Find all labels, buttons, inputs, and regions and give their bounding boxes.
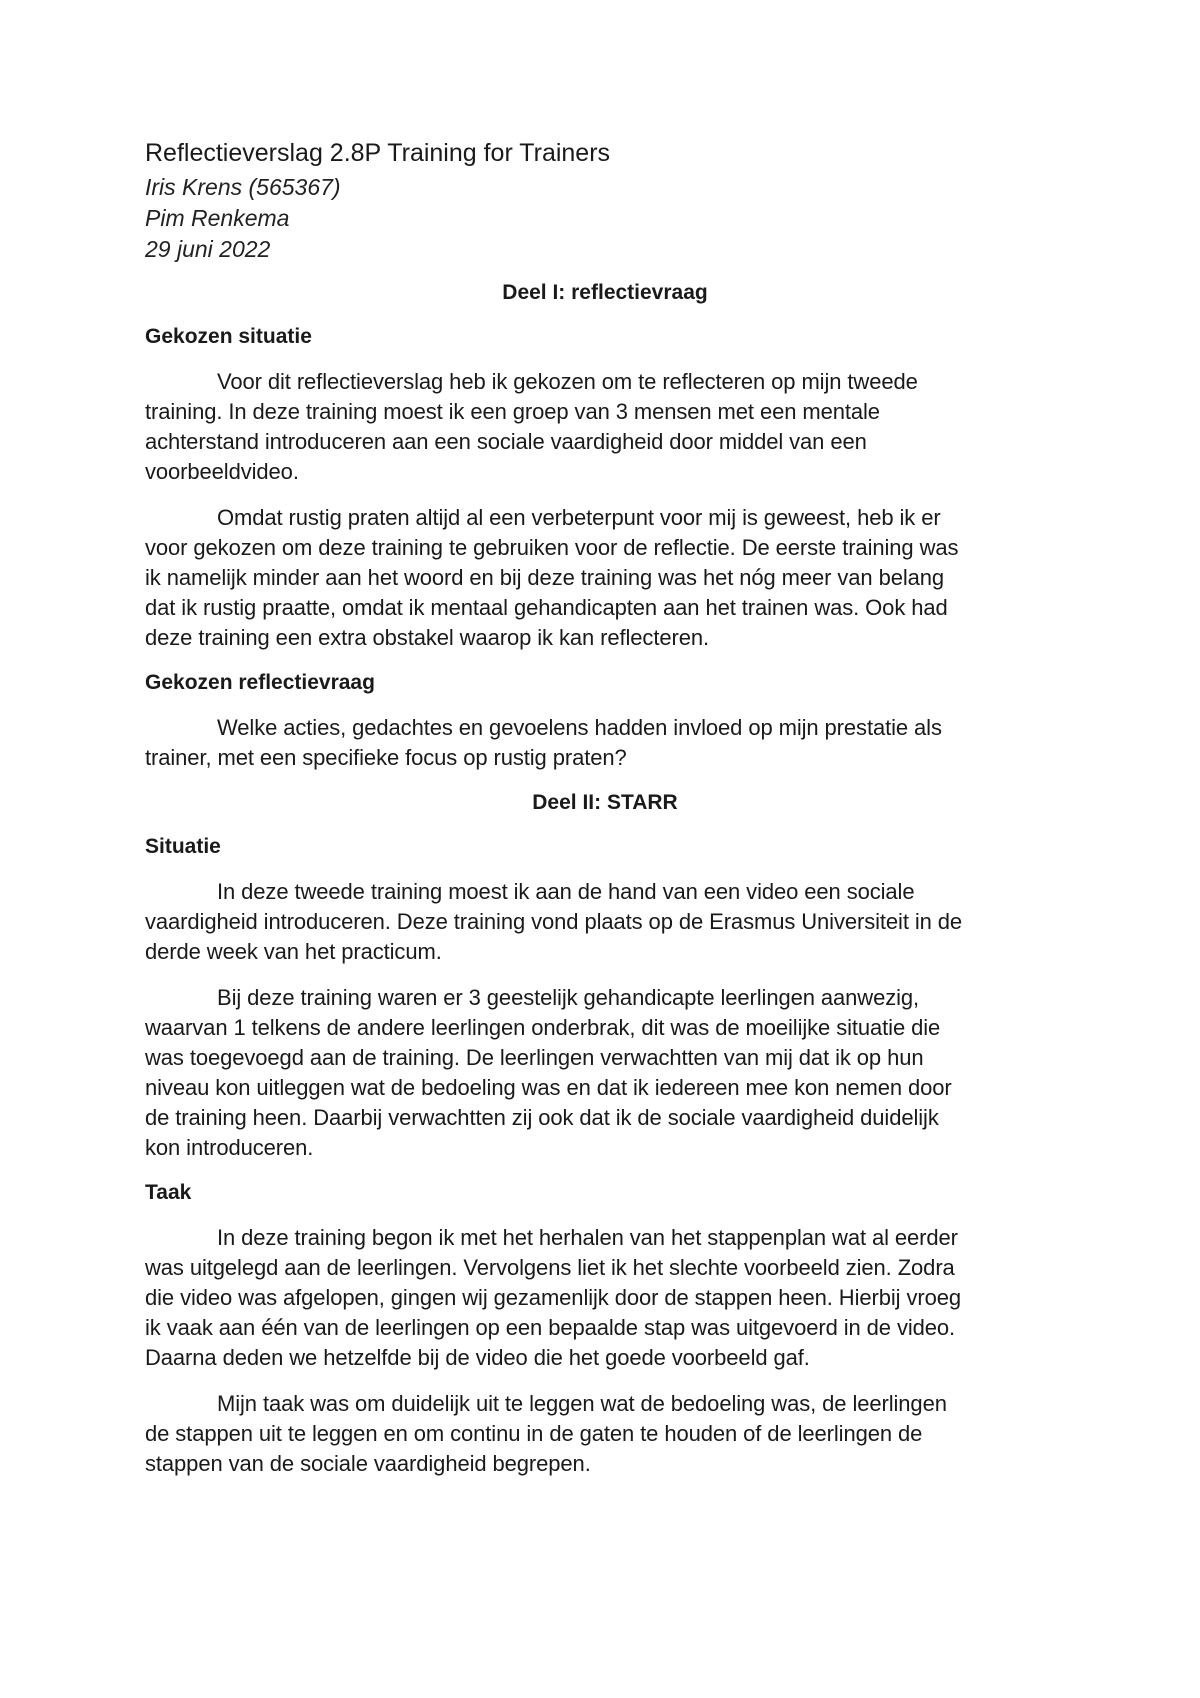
situatie-paragraph-2: Bij deze training waren er 3 geestelijk gehandicapte leerlingen aanwezig, waarvan 1 telkens de andere leerlingen onderbrak, dit was de moeilijke situatie die was toegevoegd aan de training. De leerlingen verwachtten van mij dat ik op hun niveau kon uitleggen wat de bedoeling was en dat ik iedereen mee kon nemen door de training heen. Daarbij verwachtten zij ook dat ik de sociale vaardigheid duidelijk kon introduceren. xyxy=(145,985,952,1160)
situatie-paragraph-1: In deze tweede training moest ik aan de hand van een video een sociale vaardigheid introduceren. Deze training vond plaats op de Erasmus Universiteit in de derde week van het practicum. xyxy=(145,879,963,964)
part-two-title: Deel II: STARR xyxy=(532,791,678,814)
supervisor-line: Pim Renkema xyxy=(145,205,290,231)
document-page xyxy=(145,138,1065,1495)
chosen-situation-heading: Gekozen situatie xyxy=(145,325,312,348)
chosen-question-heading: Gekozen reflectievraag xyxy=(145,671,375,694)
situatie-heading: Situatie xyxy=(145,835,221,858)
taak-paragraph-2: Mijn taak was om duidelijk uit te leggen wat de bedoeling was, de leerlingen de stappen uit te leggen en om continu in de gaten te houden of de leerlingen de stappen van de sociale vaardigheid begrepen. xyxy=(145,1391,947,1476)
taak-heading: Taak xyxy=(145,1181,192,1204)
document-title: Reflectieverslag 2.8P Training for Trainers xyxy=(145,139,611,167)
chosen-situation-paragraph-2: Omdat rustig praten altijd al een verbeterpunt voor mij is geweest, heb ik er voor gekozen om deze training te gebruiken voor de reflectie. De eerste training was ik namelijk minder aan het woord en bij deze training was het nóg meer van belang dat ik rustig praatte, omdat ik mentaal gehandicapten aan het trainen was. Ook had deze training een extra obstakel waarop ik kan reflecteren. xyxy=(145,505,959,650)
author-line: Iris Krens (565367) xyxy=(145,174,341,200)
part-one-title: Deel I: reflectievraag xyxy=(502,281,708,304)
chosen-question-paragraph: Welke acties, gedachtes en gevoelens hadden invloed op mijn prestatie als trainer, met een specifieke focus op rustig praten? xyxy=(145,715,942,770)
taak-paragraph-1: In deze training begon ik met het herhalen van het stappenplan wat al eerder was uitgelegd aan de leerlingen. Vervolgens liet ik het slechte voorbeeld zien. Zodra die video was afgelopen, gingen wij gezamenlijk door de stappen heen. Hierbij vroeg ik vaak aan één van de leerlingen op een bepaalde stap was uitgevoerd in de video. Daarna deden we hetzelfde bij de video die het goede voorbeeld gaf. xyxy=(145,1225,962,1370)
date-line: 29 juni 2022 xyxy=(145,236,271,262)
chosen-situation-paragraph-1: Voor dit reflectieverslag heb ik gekozen om te reflecteren op mijn tweede training. In deze training moest ik een groep van 3 mensen met een mentale achterstand introduceren aan een sociale vaardigheid door middel van een voorbeeldvideo. xyxy=(145,369,918,484)
